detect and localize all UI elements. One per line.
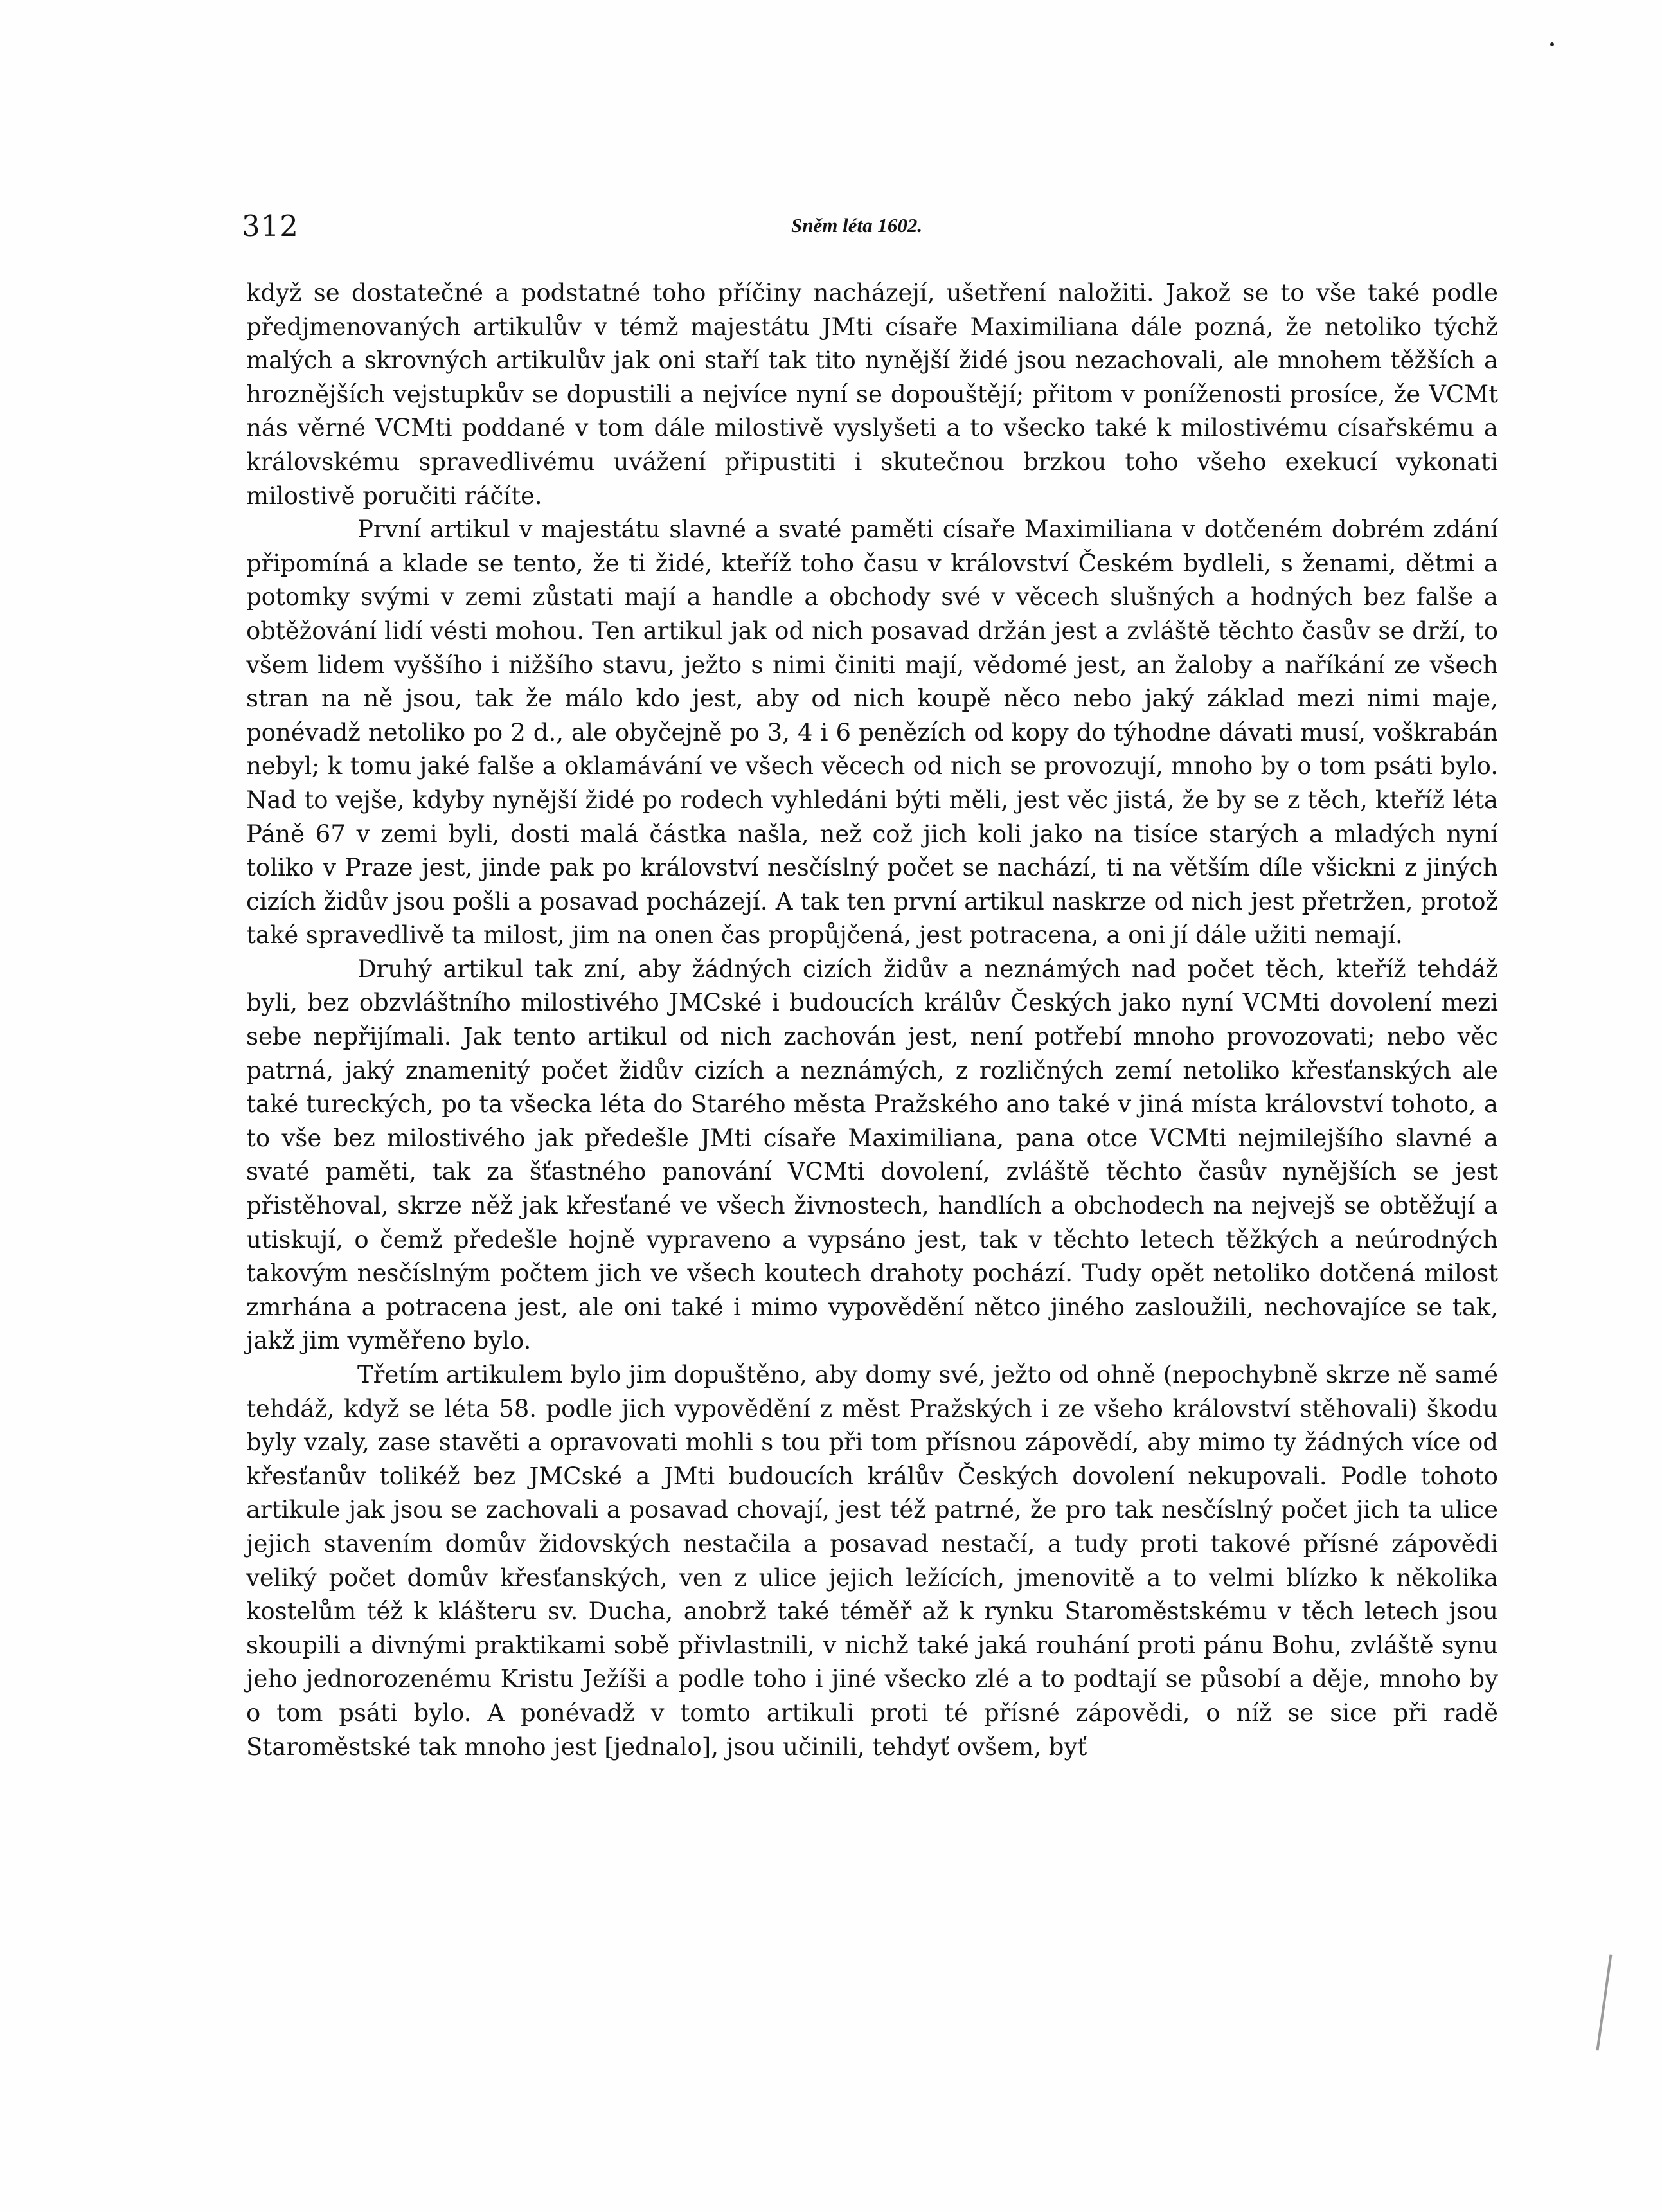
page-header	[242, 209, 1506, 247]
body-text	[246, 276, 1498, 1764]
running-title: Sněm léta 1602.	[791, 214, 923, 237]
page-number: 312	[242, 209, 299, 243]
paragraph: První artikul v majestátu slavné a svaté paměti císaře Maximiliana v dotčeném dobrém zdání připomíná a klade se tento, že ti židé, kteříž toho času v království Českém bydleli, s ženami, dětmi a potomky svými v zemi zůstati mají a handle a obchody své v věcech slušných a hodných bez falše a obtěžování lidí vésti mohou. Ten artikul jak od nich posavad držán jest a zvláště těchto časův se drží, to všem lidem vyššího i nižšího stavu, ježto s nimi činiti mají, vědomé jest, an žaloby a naříkání ze všech stran na ně jsou, tak že málo kdo jest, aby od nich koupě něco nebo jaký základ mezi nimi maje, ponévadž netoliko po 2 d., ale obyčejně po 3, 4 i 6 penězích od kopy do týhodne dávati musí, voškrabán nebyl; k tomu jaké falše a oklamávání ve všech věcech od nich se provozují, mnoho by o tom psáti bylo. Nad to vejše, kdyby nynější židé po rodech vyhledáni býti měli, jest věc jistá, že by se z těch, kteříž léta Páně 67 v zemi byli, dosti malá částka našla, než což jich koli jako na tisíce starých a mladých nyní toliko v Praze jest, jinde pak po království nesčíslný počet se nachází, ti na větším díle všickni z jiných cizích židův jsou pošli a posavad pocházejí. A tak ten první artikul naskrze od nich jest přetržen, protož také spravedlivě ta milost, jim na onen čas propůjčená, jest potracena, a oni jí dále užiti nemají.	[246, 516, 1498, 949]
paragraph: Druhý artikul tak zní, aby žádných cizích židův a neznámých nad počet těch, kteříž tehdáž byli, bez obzvláštního milostivého JMCské i budoucích králův Českých jako nyní VCMti dovolení mezi sebe nepřijímali. Jak tento artikul od nich zachován jest, není potřebí mnoho provozovati; nebo věc patrná, jaký znamenitý počet židův cizích a neznámých, z rozličných zemí netoliko křesťanských ale také tureckých, po ta všecka léta do Starého města Pražského ano také v jiná místa království tohoto, a to vše bez milostivého jak předešle JMti císaře Maximiliana, pana otce VCMti nejmilejšího slavné a svaté paměti, tak za šťastného panování VCMti dovolení, zvláště těchto časův nynějších se jest přistěhoval, skrze něž jak křesťané ve všech živnostech, handlích a obchodech na nejvejš se obtěžují a utiskují, o čemž předešle hojně vypraveno a vypsáno jest, tak v těchto letech těžkých a neúrodných takovým nesčíslným počtem jich ve všech koutech drahoty pochází. Tudy opět netoliko dotčená milost zmrhána a potracena jest, ale oni také i mimo vypovědění nětco jiného zasloužili, nechovajíce se tak, jakž jim vyměřeno bylo.	[246, 955, 1498, 1355]
scan-speck	[1550, 42, 1554, 46]
paragraph: Třetím artikulem bylo jim dopuštěno, aby domy své, ježto od ohně (nepochybně skrze ně samé tehdáž, když se léta 58. podle jich vypovědění z měst Pražských i ze všeho království stěhovali) škodu byly vzaly, zase stavěti a opravovati mohli s tou při tom přísnou zápovědí, aby mimo ty žádných více od křesťanův tolikéž bez JMCské a JMti budoucích králův Českých dovolení nekupovali. Podle tohoto artikule jak jsou se zachovali a posavad chovají, jest též patrné, že pro tak nesčíslný počet jich ta ulice jejich stavením domův židovských nestačila a posavad nestačí, a tudy proti takové přísné zápovědi veliký počet domův křesťanských, ven z ulice jejich ležících, jmenovitě a to velmi blízko k několika kostelům též k klášteru sv. Ducha, anobrž také téměř až k rynku Staroměstskému v těch letech jsou skoupili a divnými praktikami sobě přivlastnili, v nichž také jaká rouhání proti pánu Bohu, zvláště synu jeho jednorozenému Kristu Ježíši a podle toho i jiné všecko zlé a to podtají se působí a děje, mnoho by o tom psáti bylo. A ponévadž v tomto artikuli proti té přísné zápovědi, o níž se sice při radě Staroměstské tak mnoho jest [jednalo], jsou učinili, tehdyť ovšem, byť	[246, 1361, 1498, 1761]
scan-edge-mark	[1596, 1954, 1613, 2050]
paragraph: když se dostatečné a podstatné toho příčiny nacházejí, ušetření naložiti. Jakož se to vše také podle předjmenovaných artikulův v témž majestátu JMti císaře Maximiliana dále pozná, že netoliko týchž malých a skrovných artikulův jak oni staří tak tito nynější židé jsou nezachovali, ale mnohem těžších a hroznějších vejstupkův se dopustili a nejvíce nyní se dopouštějí; přitom v poníženosti prosíce, že VCMt nás věrné VCMti poddané v tom dále milostivě vyslyšeti a to všecko také k milostivému císařskému a královskému spravedlivému uvážení připustiti i skutečnou brzkou toho všeho exekucí vykonati milostivě poručiti ráčíte.	[246, 279, 1498, 510]
